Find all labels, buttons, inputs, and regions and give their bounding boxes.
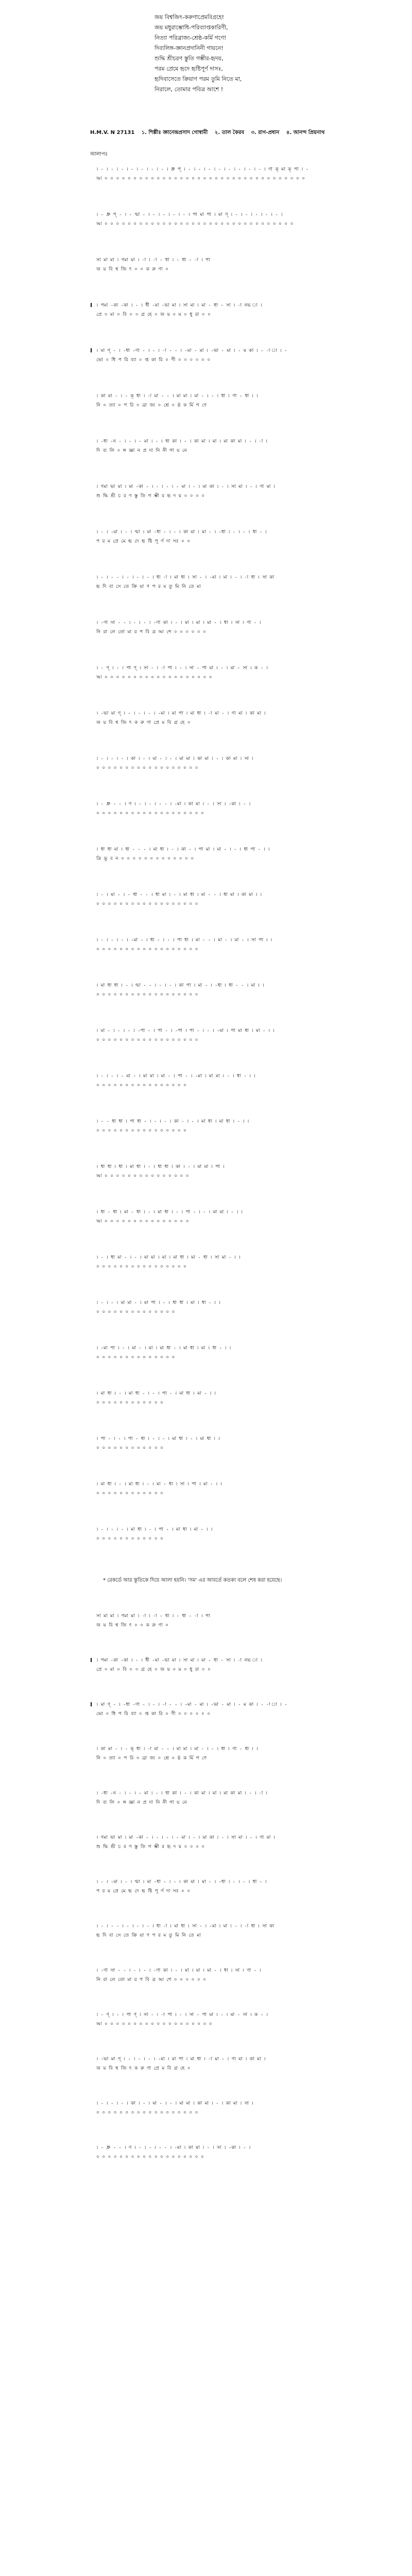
notation-row bbox=[90, 1789, 371, 1809]
swara-line: । - ধ্রু - - । ণ । - । - । - - । -মা । কা মা । - । সা । -কা । - । bbox=[96, 2145, 251, 2150]
swara-line: । -ভা মা ণ্ । - । - । - । -মা । মা পা । মা ধা । -া মা - । ণা মা । কা মা । bbox=[96, 2057, 266, 2062]
syllable-line: জ য় বি শ্ব জি ৎ ০ ০ ক রু ণা ০ bbox=[96, 1623, 168, 1628]
swara-line: । পা - । - । পা - ধা । - । - । মা ধা । - । মা ধা । । bbox=[96, 1436, 220, 1442]
notation-row bbox=[90, 1833, 371, 1854]
lyric-line: জয় বিশ্বজিৎ-করুণাপ্রেমবিগ্রহে! bbox=[154, 14, 225, 21]
notation-row bbox=[90, 1344, 371, 1364]
notation-row bbox=[90, 1117, 371, 1138]
syllable-line: আ ০ ০ ০ ০ ০ ০ ০ ০ ০ ০ ০ ০ ০ ০ ০ bbox=[96, 1174, 189, 1179]
syllable-line: ০ ০ ০ ০ ০ ০ ০ ০ ০ ০ ০ ০ bbox=[96, 1491, 163, 1496]
syllable-line: নি রা লে তো মা র প বি ত্র আ শে ০ ০ ০ ০ ০ ০ bbox=[96, 1977, 207, 1982]
notation-row bbox=[90, 2010, 371, 2031]
syllable-line: ০ ০ ০ ০ ০ ০ ০ ০ ০ ০ ০ ০ bbox=[96, 1446, 163, 1451]
notation-row bbox=[90, 1162, 371, 1183]
swara-line: । - । - । - । কা । - । মা - । - । মা মা । কা মা । - । কা মা । সা । bbox=[96, 2101, 253, 2106]
syllable-line: জ য় বি শ্ব জি ৎ ক রু ণা প্রে ম বি গ্র হে ০ bbox=[96, 720, 191, 725]
swara-line: । -মা পা । - । মা - । মা । মা ধা - । মা ধা । মা । ধা - । । bbox=[96, 1346, 231, 1351]
notation-row bbox=[90, 845, 371, 866]
raag-credit: ৩. রাগ-প্রধান bbox=[251, 130, 280, 135]
notation-row bbox=[90, 1525, 371, 1546]
notation-row bbox=[90, 1072, 371, 1092]
notation-row bbox=[90, 1744, 371, 1765]
notation-row bbox=[90, 1966, 371, 1987]
notation-row bbox=[90, 1434, 371, 1455]
notation-row bbox=[90, 437, 371, 457]
swara-line: । মা ণ্ - । -ধা -ণা - । - । -া - - । -মা - মা । -ভা - মা । - ম কা । - -া া । - bbox=[96, 1702, 287, 1707]
row-marker: I bbox=[90, 302, 93, 309]
swara-line: । - - ধা ধা । পা ধা - । - । - । কা - । - । মা ধা । মা ধা । - । । bbox=[96, 1119, 249, 1124]
notation-row bbox=[90, 210, 371, 231]
record-header bbox=[90, 129, 368, 138]
swara-line: । মা ধা ধা । - । ণ্মা - - । - । - । কা পা । মা - । -ধা । ধা - - । মা । । bbox=[96, 983, 264, 988]
section-note: * রেকর্ডে আর স্তূতিকে দিয়ে আলা হয়নি। 'সম' এর আবর্তে কতকা বলে শেষ করা হয়েছে। bbox=[103, 1578, 282, 1583]
notation-row bbox=[90, 890, 371, 911]
row-marker: I bbox=[90, 1701, 93, 1708]
notation-row bbox=[90, 664, 371, 684]
notation-row bbox=[90, 165, 371, 185]
syllable-line: ভো ০ ধি প রি ব্যা ০ প্ত কা রি ০ ণী ০ ০ ০ ০ ০ ০ bbox=[96, 1711, 211, 1717]
swara-line: । - । - । - । - । - । - । - । ধ্রু প্‌ । - । - । - । - । - । - । - । - । ণা ক্‌ মা ক্‌ পা । - bbox=[96, 167, 309, 172]
swara-line: । - । -মা । - । ণ্মা । মা -ধা - । - । কা মা । মা - । -ধা । - । - । ধা - । bbox=[96, 1879, 267, 1885]
notation-row bbox=[90, 1298, 371, 1319]
lyric-line: হৃদিবাসেতে ক্রিয়াণ পরম তুমি নিতে মা, bbox=[154, 76, 242, 82]
syllable-line: জ য় বি শ্ব জি ৎ ০ ০ ক রু ণা ০ bbox=[96, 267, 168, 272]
notation-row bbox=[90, 936, 371, 956]
notation-row bbox=[90, 2099, 371, 2120]
syllable-line: আ ০ ০ ০ ০ ০ ০ ০ ০ ০ ০ ০ ০ ০ ০ ০ bbox=[96, 1219, 189, 1224]
syllable-line: আ ০ ০ ০ ০ ০ ০ ০ ০ ০ ০ ০ ০ ০ ০ ০ ০ ০ ০ ০ bbox=[96, 2022, 212, 2027]
lyric-line: দিব্যলিঙ্গ-জ্ঞানপ্রদানিনী গায়নে! bbox=[154, 45, 224, 52]
swara-line: । পমা -কা -কা । - । ধী -মা -ভা মা । সা মা । মা - ধা - সা । -া নভ া । bbox=[96, 1658, 262, 1663]
syllable-line: দি ব্য লি ০ ঙ্গ জ্ঞা ন প্র দা নি নী গা য় নে bbox=[96, 1800, 187, 1805]
notation-row bbox=[90, 1389, 371, 1410]
swara-line: । ধা ধা মা । ধা - - - । মা ধা । - । কা - । পা মা । মা - । - । ধা পা - । । bbox=[96, 847, 270, 852]
syllable-line: শু দ্ধি শ্রী চ র ণ স্তু তি গ ম্ভী র হৃ দ য় ০ ০ ০ ০ bbox=[96, 494, 205, 499]
notation-row bbox=[90, 2143, 371, 2164]
notation-row bbox=[90, 1253, 371, 1274]
syllable-line: নি রা লে তো মা র প বি ত্র আ শে ০ ০ ০ ০ ০ ০ bbox=[96, 630, 207, 635]
swara-line: । - । ধা মা - । - । মা মা । মা । মা ধা । মা - ধা । সা মা - । । bbox=[96, 1255, 241, 1260]
notation-row bbox=[90, 301, 371, 321]
notation-row bbox=[90, 754, 371, 775]
taal-credit: ২. তাল কৈরব bbox=[214, 130, 245, 135]
notation-row bbox=[90, 528, 371, 548]
swara-line: । - । - । মা মা - । মা পা । - । ধা ধা । মা । ধা - । । bbox=[96, 1300, 220, 1306]
syllable-line: প র ম প্রে মে হৃ দে হৃ ষ্টি পূ র্ণ দা সঃ ০ ০ bbox=[96, 1889, 191, 1894]
syllable-line: শু দ্ধি শ্রী চ র ণ স্তু তি গ ম্ভী র হৃ দ য় ০ ০ ০ ০ bbox=[96, 1844, 205, 1850]
artist-credit: ১. শিল্পীঃ জ্ঞানেন্দ্রপ্রসাদ গোস্বামী bbox=[141, 130, 208, 135]
swara-line: । - । - । - । কা । - । মা - । - । মা মা । কা মা । - । কা মা । সা । bbox=[96, 756, 253, 761]
notation-row bbox=[90, 1656, 371, 1676]
lyricist-credit: ৪. আনন্দ প্রিয়নাথ bbox=[286, 130, 325, 135]
notation-row bbox=[90, 618, 371, 639]
notation-row bbox=[90, 1612, 371, 1632]
syllable-line: ০ ০ ০ ০ ০ ০ ০ ০ ০ ০ ০ ০ ০ ০ ০ ০ ০ ০ bbox=[96, 902, 198, 907]
notation-row bbox=[90, 482, 371, 503]
notation-row bbox=[90, 1877, 371, 1898]
alaap-label: আলাপঃ bbox=[90, 151, 108, 157]
swara-line: । - । -মা । - । ণ্মা । মা -ধা - । - । কা মা । মা - । -ধা । - । - । ধা - । bbox=[96, 530, 267, 535]
syllable-line: প্রে ০ মা ০ বি ০ ০ গ্র হে ০ জ য় ০ ম ০ ধু রা ০ ০ bbox=[96, 1667, 211, 1672]
swara-line: সা মা মা । ণমা মা । -া । -া - ধা । - ধা - -া । পা bbox=[96, 258, 210, 263]
swara-line: । - ধ্রু প্‌ - । - ণ্মা - । - । - । - । - । পা মা পা । মা ণ্ । - । - । - । - । - । bbox=[96, 212, 283, 217]
notation-row bbox=[90, 2055, 371, 2075]
swara-line: । পমা -কা -কা । - । ধী -মা -ভা মা । সা মা । মা - ধা - সা । -া নভ া । bbox=[96, 303, 262, 308]
swara-line: । -ধা -ন - । - । - মা । - । ধা কা । - । কা মা । মা । মা কা মা । - । -া । bbox=[96, 439, 267, 444]
notation-row bbox=[90, 1208, 371, 1228]
swara-line: । - ণ্ । - । পা ণ্ । সা - । -া পা । - । সা - পা মা । - । মা - সা । ক - । bbox=[96, 2012, 268, 2018]
swara-line: । - । - । - । -মা - । ধা - । - । পা ধা । মা - - । মা - । মা - । সা পা । । bbox=[96, 938, 272, 943]
notation-row bbox=[90, 1922, 371, 1942]
lyric-line: জয় মধুরাম্ভোধি-পরিব্যাপ্তকারিণী, bbox=[154, 24, 228, 31]
syllable-line: নি ০ ত্যা ০ প রি ০ ব্রা জ্য ০ শ্রে ০ ষ্ঠ ক র্মি গ ণে bbox=[96, 1756, 207, 1761]
syllable-line: ০ ০ ০ ০ ০ ০ ০ ০ ০ ০ ০ ০ bbox=[96, 1536, 163, 1541]
syllable-line: দি ব্য লি ০ ঙ্গ জ্ঞা ন প্র দা নি নী গা য় নে bbox=[96, 448, 187, 453]
lyric-line: শুদ্ধি শ্রীচরণ স্তুতি গম্ভীর-হৃদয়, bbox=[154, 55, 224, 62]
swara-line: । - । - । - । মা ধা । - । পা - । মা ধা । মা - । । bbox=[96, 1527, 213, 1532]
syllable-line: ত্ৰি ভু ব ন ০ ০ ০ ০ ০ ০ ০ ০ ০ ০ ০ ০ ০ bbox=[96, 856, 194, 861]
syllable-line: ০ ০ ০ ০ ০ ০ ০ ০ ০ ০ ০ ০ ০ ০ ০ ০ ০ ০ bbox=[96, 992, 198, 997]
swara-line: । মা ধা । - । মা ধা - । - । পা - । মা ধা । মা - । । bbox=[96, 1391, 216, 1396]
notation-row bbox=[90, 256, 371, 276]
syllable-line: জ য় বি শ্ব জি ৎ ক রু ণা প্রে ম বি গ্র হে ০ bbox=[96, 2066, 191, 2071]
syllable-line: ভো ০ ধি প রি ব্যা ০ প্ত কা রি ০ ণী ০ ০ ০ ০ ০ ০ bbox=[96, 358, 211, 363]
syllable-line: ০ ০ ০ ০ ০ ০ ০ ০ ০ ০ ০ ০ ০ ০ ০ ০ ০ ০ bbox=[96, 766, 198, 771]
swara-line: । -ণা সা - - । - । - । -ণা কা । - । মা । মা । মা - । ধা । সা । ণা - । bbox=[96, 620, 261, 625]
swara-line: । - ণ্ । - । পা ণ্ । সা - । -া পা । - । সা - পা মা । - । মা - সা । ক - । bbox=[96, 666, 268, 671]
swara-line: । কা মা - । - ক্‌ ধা । -া মা - - । মা মা । মা - । - । ধা । ণা - ধা । । bbox=[96, 394, 258, 399]
swara-line: । কা মা - । - ক্‌ ধা । -া মা - - । মা মা । মা - । - । ধা । ণা - ধা । । bbox=[96, 1747, 258, 1752]
syllable-line: ০ ০ ০ ০ ০ ০ ০ ০ ০ ০ ০ ০ ০ ০ ০ ০ bbox=[96, 1083, 186, 1088]
swara-line: । - । - । - মা - । মা মা । মা - । পা - । -মা । মা মা । - । ধা - । । bbox=[96, 1074, 255, 1079]
syllable-line: ০ ০ ০ ০ ০ ০ ০ ০ ০ ০ ০ ০ ০ ০ ০ ০ ০ ০ ০ bbox=[96, 2155, 204, 2160]
syllable-line: হৃ দি বা সে তে ক্রি য়া ণ প র ম তু মি নি তে মা bbox=[96, 1933, 201, 1938]
syllable-line: ০ ০ ০ ০ ০ ০ ০ ০ ০ ০ ০ ০ ০ ০ ০ ০ bbox=[96, 1128, 186, 1133]
swara-line: । -ভা মা ণ্ । - । - । - । -মা । মা পা । মা ধা । -া মা - । ণা মা । কা মা । bbox=[96, 711, 266, 716]
song-lyrics bbox=[154, 12, 340, 95]
swara-line: । -ণা সা - - । - । - । -ণা কা । - । মা । মা । মা - । ধা । সা । ণা - । bbox=[96, 1968, 261, 1973]
notation-row bbox=[90, 1480, 371, 1500]
swara-line: । - । - - । - । - । - । ধা -া । মা ধা । সা - । -মা । মা । - । -া ধা । সা কা bbox=[96, 1924, 274, 1929]
swara-line: । মা ধা । - । মা ধা । - । মা - ধা । সা । পা । মা - । । bbox=[96, 1482, 222, 1487]
notation-row bbox=[90, 709, 371, 730]
swara-line: । মা - । - । - । -পা - । পা - । -পা । পা - । - । -মা । পা মা ধা । মা - । । bbox=[96, 1028, 274, 1033]
swara-line: সা মা মা । ণমা মা । -া । -া - ধা । - ধা - -া । পা bbox=[96, 1614, 210, 1619]
swara-line: । - ধ্রু - - । ণ । - । - । - - । -মা । কা মা । - । সা । -কা । - । bbox=[96, 802, 251, 807]
record-number: H.M.V. N 27131 bbox=[90, 130, 135, 135]
syllable-line: ০ ০ ০ ০ ০ ০ ০ ০ ০ ০ ০ ০ ০ ০ ০ ০ ০ ০ bbox=[96, 1038, 198, 1043]
lyric-line: নিরালে, তোমার পবিত্র আশে ! bbox=[154, 86, 224, 93]
row-marker: I bbox=[90, 347, 93, 354]
swara-line: । ধা ধা । ধা । মা ধা । - । ধা ধা । কা । - । মা মা । পা । bbox=[96, 1164, 225, 1170]
notation-row bbox=[90, 800, 371, 820]
syllable-line: ০ ০ ০ ০ ০ ০ ০ ০ ০ ০ ০ ০ ০ ০ ০ ০ ০ ০ bbox=[96, 2110, 198, 2115]
syllable-line: ০ ০ ০ ০ ০ ০ ০ ০ ০ ০ ০ ০ ০ ০ ০ ০ bbox=[96, 1264, 186, 1269]
syllable-line: প র ম প্রে মে হৃ দে হৃ ষ্টি পূ র্ণ দা সঃ ০ ০ bbox=[96, 539, 191, 544]
syllable-line: ০ ০ ০ ০ ০ ০ ০ ০ ০ ০ ০ ০ ০ ০ bbox=[96, 1310, 175, 1315]
notation-row bbox=[90, 573, 371, 594]
syllable-line: প্রে ০ মা ০ বি ০ ০ গ্র হে ০ জ য় ০ ম ০ ধু রা ০ ০ bbox=[96, 312, 211, 317]
syllable-line: ০ ০ ০ ০ ০ ০ ০ ০ ০ ০ ০ ০ ০ ০ ০ ০ ০ ০ bbox=[96, 947, 198, 952]
row-marker: I bbox=[90, 1657, 93, 1664]
syllable-line: আ ০ ০ ০ ০ ০ ০ ০ ০ ০ ০ ০ ০ ০ ০ ০ ০ ০ ০ ০ ০ ০ ০ ০ ০ ০ ০ ০ ০ ০ ০ ০ ০ ০ bbox=[96, 222, 294, 227]
syllable-line: ০ ০ ০ ০ ০ ০ ০ ০ ০ ০ ০ ০ bbox=[96, 1400, 163, 1405]
syllable-line: নি ০ ত্যা ০ প রি ০ ব্রা জ্য ০ শ্রে ০ ষ্ঠ ক র্মি গ ণে bbox=[96, 403, 207, 408]
notation-row bbox=[90, 346, 371, 367]
swara-line: । -ধা -ন - । - । - মা । - । ধা কা । - । কা মা । মা । মা কা মা । - । -া । bbox=[96, 1791, 267, 1796]
lyric-line: পরম প্রেমে হৃদে হৃষ্টিপূর্ণ দাসঃ, bbox=[154, 65, 223, 72]
swara-line: । মা ণ্ - । -ধা -ণা - । - । -া - - । -মা - মা । -ভা - মা । - ম কা । - -া া । - bbox=[96, 348, 287, 353]
syllable-line: হৃ দি বা সে তে ক্রি য়া ণ প র ম তু মি নি তে মা bbox=[96, 584, 201, 589]
syllable-line: ০ ০ ০ ০ ০ ০ ০ ০ ০ ০ ০ ০ ০ ০ ০ ০ ০ ০ ০ bbox=[96, 811, 204, 816]
notation-row bbox=[90, 981, 371, 1002]
swara-line: । ণমা ভা মা । মা -কা - । - । - । - মা । - । মা কা । - । সা মা । - । ণা মা । bbox=[96, 484, 275, 489]
swara-line: । ধা - ধা । মা - ধা । - । মা ধা । - । পা - । - । মা মা । - । । bbox=[96, 1210, 243, 1215]
lyric-line: নিত্যা পরিব্রাজ্য-শ্রেষ্ঠ-কর্মি গণে! bbox=[154, 35, 227, 41]
swara-line: । ণমা ভা মা । মা -কা - । - । - । - মা । - । মা কা । - । সা মা । - । ণা মা । bbox=[96, 1835, 275, 1840]
syllable-line: আ ০ ০ ০ ০ ০ ০ ০ ০ ০ ০ ০ ০ ০ ০ ০ ০ ০ ০ ০ bbox=[96, 675, 212, 680]
swara-line: । - । মা - । - ধা - - । ধা মা । - । মা ধা । মা - - । ধা মা । কা মা । । bbox=[96, 892, 262, 897]
syllable-line: আ ০ ০ ০ ০ ০ ০ ০ ০ ০ ০ ০ ০ ০ ০ ০ ০ ০ ০ ০ ০ ০ ০ ০ ০ ০ ০ ০ ০ ০ ০ ০ ০ ০ ০ ০ bbox=[96, 176, 305, 181]
swara-line: । - । - - । - । - । - । ধা -া । মা ধা । সা - । -মা । মা । - । -া ধা । সা কা bbox=[96, 575, 274, 580]
notation-row bbox=[90, 392, 371, 412]
syllable-line: ০ ০ ০ ০ ০ ০ ০ ০ ০ ০ ০ ০ ০ ০ bbox=[96, 1355, 175, 1360]
notation-row bbox=[90, 1700, 371, 1721]
notation-row bbox=[90, 1026, 371, 1047]
